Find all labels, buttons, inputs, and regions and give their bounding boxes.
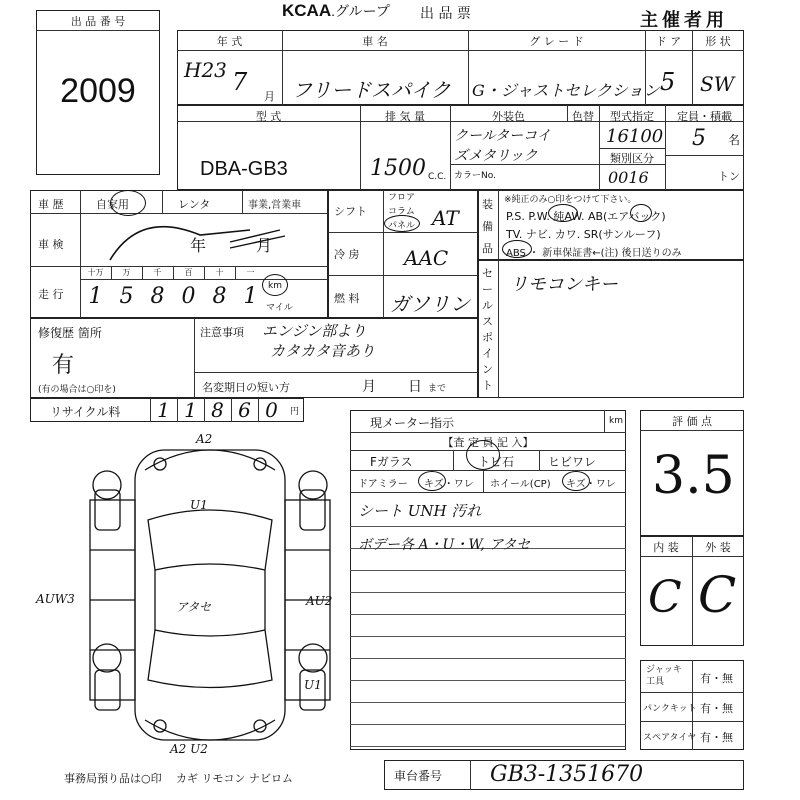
- exterior-grade: C: [698, 566, 737, 624]
- salespoint-value: リモコンキー: [510, 274, 618, 295]
- fuel-label: 燃 料: [334, 292, 360, 305]
- year-era: H23: [184, 58, 227, 82]
- org-name: KCAA: [282, 1, 332, 20]
- mirror-opts: キズ・ワレ: [424, 479, 474, 490]
- history-opt-private: 自家用: [96, 198, 129, 211]
- shift-label: シフト: [334, 205, 367, 218]
- inspector-label: 【査 定 員 記 入】: [442, 436, 534, 449]
- shift-value: AT: [432, 206, 459, 230]
- chassis-value: GB3-1351670: [490, 762, 644, 787]
- fuel-value: ガソリン: [390, 292, 470, 316]
- class-label: 類別区分: [610, 152, 654, 165]
- spare-opts: 有・無: [700, 731, 733, 744]
- body-label: 形 状: [705, 35, 731, 48]
- recycle-label: リサイクル料: [50, 405, 121, 419]
- wheel-circle: [562, 471, 590, 491]
- mileage-unit-0: 十万: [87, 268, 104, 277]
- mileage-digit-1: 5: [119, 284, 134, 309]
- salespoint-label: セールスポイント: [482, 267, 493, 392]
- inspection-label: 車 検: [38, 238, 64, 251]
- capacity-label: 定員・積載: [677, 110, 732, 123]
- shift-opt-column: コラム: [388, 207, 415, 217]
- mark-left: AUW3: [36, 592, 75, 606]
- puncture-label: パンクキット: [643, 704, 697, 714]
- shift-circle: [384, 215, 420, 232]
- disp-label: 排 気 量: [385, 110, 425, 123]
- aircon-label: 冷 房: [334, 248, 360, 261]
- recycle-digit-4: 0: [265, 398, 278, 422]
- mileage-digit-2: 8: [150, 284, 165, 309]
- mileage-unit-2: 千: [153, 268, 162, 277]
- notes-label: 注意事項: [200, 326, 244, 339]
- spare-label: スペアタイヤ: [643, 733, 697, 743]
- notes-line1: エンジン部より: [262, 322, 367, 340]
- meter-label: 現メーター指示: [370, 416, 455, 430]
- recycle-digit-2: 8: [211, 398, 224, 422]
- namechange-suffix: まで: [428, 384, 447, 394]
- inspection-month-unit: 月: [256, 236, 273, 255]
- lot-number: 2009: [60, 72, 136, 110]
- mileage-unit-5: 一: [246, 268, 255, 277]
- wheel-opts: キズ・ワレ: [566, 479, 616, 490]
- glass-circle: [466, 440, 500, 470]
- mark-rear: A2 U2: [170, 742, 208, 756]
- equip-circle-ab: [630, 204, 652, 222]
- recycle-yen: 円: [290, 407, 300, 417]
- copy-label: 主催者用: [640, 10, 728, 31]
- chassis-label: 車台番号: [394, 769, 443, 783]
- office-note: 事務局預り品は○印: [64, 772, 162, 785]
- mileage-digit-4: 8: [212, 284, 227, 309]
- inspector-note1: シート UNH 汚れ: [358, 502, 482, 520]
- aircon-value: AAC: [404, 246, 449, 270]
- notes-line2: カタカタ音あり: [270, 342, 376, 360]
- modelno-label: 型式指定: [610, 110, 654, 123]
- exterior-label: 外 装: [705, 541, 731, 554]
- equipment-note: ※純正のみ○印をつけて下さい。: [504, 195, 637, 205]
- doc-title: 出 品 票: [420, 6, 471, 22]
- body-value: SW: [700, 72, 735, 96]
- grade-label: グ レ ー ド: [529, 35, 584, 48]
- repair-label: 修復歴 箇所: [38, 326, 102, 340]
- mark-side: U1: [304, 678, 322, 692]
- glass-opt2: ヒビワレ: [548, 455, 597, 469]
- inspector-note2: ボデー各 A・U・W, アタセ: [358, 537, 531, 553]
- mirror-circle: [418, 471, 446, 491]
- jack-opts: 有・無: [700, 672, 733, 685]
- color-label: 外装色: [492, 110, 525, 123]
- history-label: 車 歴: [38, 198, 64, 211]
- mark-right: AU2: [306, 594, 333, 608]
- ton-unit: トン: [718, 170, 740, 183]
- namechange-label: 名変期日の短い方: [202, 381, 290, 394]
- year-month-unit: 月: [264, 90, 275, 103]
- model-code: DBA-GB3: [200, 158, 288, 180]
- capacity-value: 5: [692, 126, 706, 151]
- model-label: 車 名: [362, 35, 388, 48]
- namechange-day: 日: [408, 379, 422, 395]
- recycle-digit-0: 1: [157, 398, 170, 422]
- repair-value: 有: [52, 353, 75, 378]
- lot-label: 出 品 番 号: [70, 15, 126, 28]
- mileage-label: 走 行: [38, 288, 64, 301]
- mirror-label: ドアミラー: [358, 479, 408, 490]
- score-value: 3.5: [652, 446, 735, 506]
- mileage-unit-1: 万: [122, 268, 131, 277]
- mileage-mile: マイル: [266, 303, 293, 313]
- office-items: カギ リモコン ナビロム: [176, 772, 293, 785]
- recycle-digit-1: 1: [184, 398, 197, 422]
- equip-circle-pw: [548, 204, 578, 222]
- interior-grade: C: [648, 572, 682, 623]
- doors-value: 5: [660, 68, 676, 96]
- mileage-digit-5: 1: [243, 284, 258, 309]
- mark-front: A2: [196, 432, 213, 446]
- score-label: 評 価 点: [672, 415, 712, 428]
- mark-center: アタセ: [176, 600, 212, 614]
- equipment-line1: P.S. P.W. 純AW. AB(エアバック): [506, 210, 666, 223]
- namechange-month: 月: [362, 379, 376, 395]
- shift-opt-panel: パネル: [388, 221, 416, 231]
- history-opt-business: 事業,営業車: [248, 200, 302, 211]
- year-month: 7: [232, 68, 248, 96]
- recycle-digit-3: 6: [238, 398, 251, 422]
- year-label: 年 式: [216, 35, 243, 48]
- class-code: 0016: [608, 168, 649, 187]
- glass-label: Fガラス: [370, 455, 413, 469]
- equip-circle-abs: [502, 240, 532, 258]
- wheel-label: ホイール(CP): [490, 479, 551, 490]
- mileage-km-circle: [262, 274, 288, 296]
- mileage-digit-0: 1: [88, 284, 103, 309]
- inspection-year-unit: 年: [190, 236, 207, 255]
- puncture-opts: 有・無: [700, 702, 733, 715]
- model-designation: 16100: [606, 126, 664, 147]
- mileage-unit-3: 百: [184, 268, 193, 277]
- inspection-strike: [80, 190, 328, 270]
- meter-km: km: [609, 416, 623, 426]
- mileage-digit-3: 0: [181, 284, 196, 309]
- jack-label: ジャッキ工具: [646, 665, 682, 687]
- interior-label: 内 装: [653, 541, 679, 554]
- equipment-label: 装備品: [482, 198, 493, 255]
- mark-roof: U1: [190, 498, 208, 512]
- doors-label: ド ア: [655, 35, 682, 48]
- equipment-line3: ABS ・ 新車保証書←(注) 後日送りのみ: [506, 248, 682, 259]
- grade-value: G・ジャストセレクション: [472, 81, 660, 100]
- glass-opt1: トビ石: [478, 455, 515, 469]
- repair-note: (有の場合は○印を): [38, 385, 116, 395]
- history-opt-rental: レンタ: [178, 198, 211, 211]
- mileage-unit-4: 十: [215, 268, 224, 277]
- type-label: 型 式: [255, 110, 282, 123]
- org-suffix: .グループ: [331, 3, 390, 19]
- car-name: フリードスパイク: [292, 78, 451, 102]
- shift-opt-floor: フロア: [388, 193, 416, 203]
- displacement: 1500: [370, 156, 426, 181]
- mileage-km: km: [268, 281, 282, 291]
- capacity-unit: 名: [728, 133, 741, 147]
- colorcode-label: カラーNo.: [454, 171, 496, 181]
- color-value: クールターコイズメタリック: [454, 128, 551, 164]
- org-logo: [282, 1, 390, 21]
- cc-unit: C.C.: [428, 172, 447, 182]
- colorno-label: 色替: [572, 110, 594, 123]
- equipment-line2: TV. ナビ. カワ. SR(サンルーフ): [506, 228, 661, 241]
